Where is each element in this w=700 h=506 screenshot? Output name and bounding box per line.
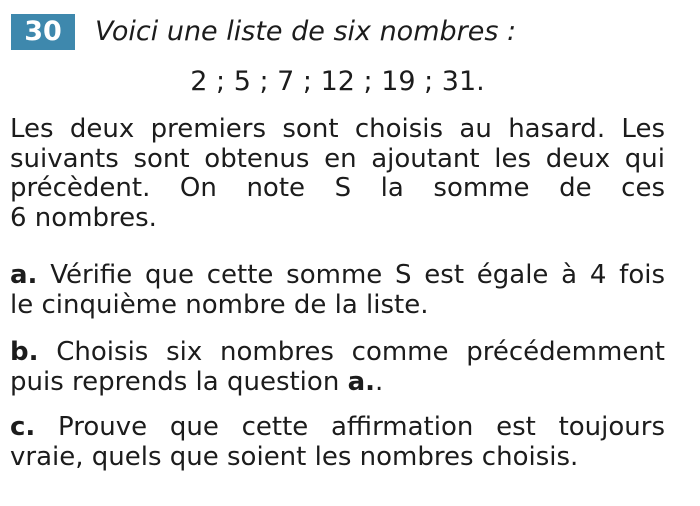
question-c <box>10 413 665 472</box>
question-a <box>10 261 665 320</box>
exercise-number-badge: 30 <box>11 14 75 50</box>
exercise-card <box>0 14 700 506</box>
question-b-suffix: . <box>374 366 384 397</box>
exercise-intro-paragraph: Les deux premiers sont choisis au hasard. Les suivants sont obtenus en ajoutant les deux qui précèdent. On note S la somme de ces 6 nombres. <box>10 114 665 233</box>
question-c-label: c. <box>10 412 36 442</box>
question-b-label: b. <box>10 337 39 367</box>
question-a-label: a. <box>10 260 38 290</box>
question-b-text: Choisis six nombres comme précédemment puis reprends la question <box>10 337 665 397</box>
question-c-text: Prouve que cette affirmation est toujours vraie, quels que soient les nombres choisis. <box>10 412 665 472</box>
question-a-text: Vérifie que cette somme S est égale à 4 fois le cinquième nombre de la liste. <box>10 260 666 320</box>
question-b <box>10 338 665 397</box>
number-sequence: 2 ; 5 ; 7 ; 12 ; 19 ; 31. <box>190 66 485 97</box>
exercise-header <box>11 14 700 50</box>
exercise-title: Voici une liste de six nombres : <box>95 16 517 47</box>
question-b-reference: a. <box>347 366 375 397</box>
